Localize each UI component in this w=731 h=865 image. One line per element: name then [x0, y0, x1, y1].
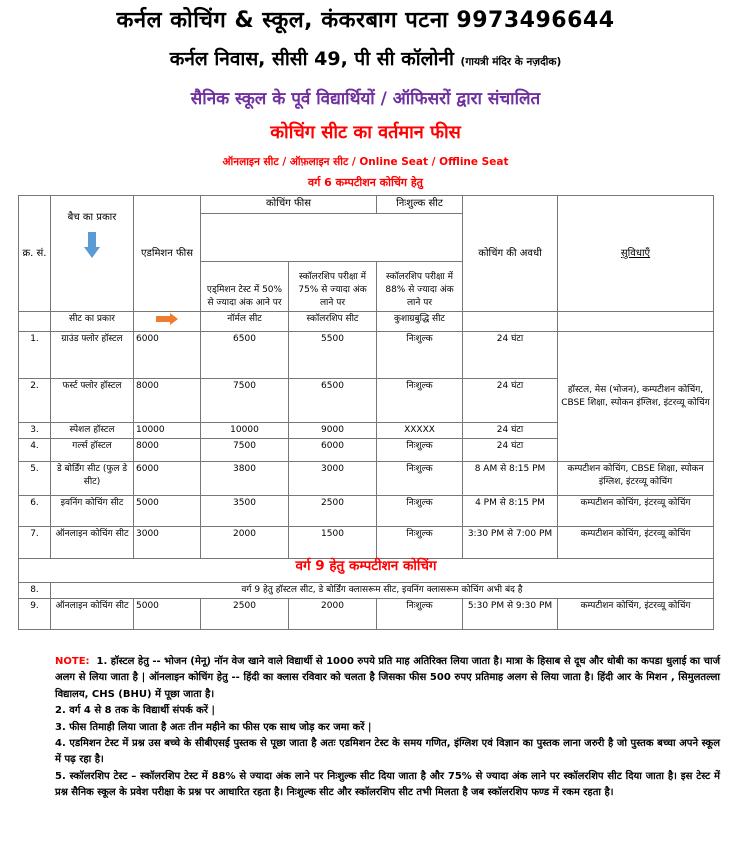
table-row: 2. फर्स्ट फ्लोर हॉस्टल 8000 7500 6500 निःशुल्क 24 घंटा [19, 379, 714, 423]
note-2: 2. वर्ग 4 से 8 तक के विद्यार्थी संपर्क करें | [55, 705, 216, 717]
table-row: 7. ऑनलाइन कोचिंग सीट 3000 2000 1500 निःशुल्क 3:30 PM से 7:00 PM कम्पटीशन कोचिंग, इंटरव्यू कोचिंग [19, 527, 714, 559]
header-batch [51, 196, 134, 312]
note-5: 5. स्कॉलरशिप टेस्ट – स्कॉलरशिप टेस्ट में 88% से ज्यादा अंक लाने पर निःशुल्क सीट दिया जाता है और 75% से ज्यादा अंक लाने पर स्कॉलरशिप सीट दिया जाता है। इस टेस्ट में प्रश्न सैनिक स्कूल के प्रवेश परीक्षा के प्रश्न पर आधारित रहता है। निःशुल्क सीट और स्कॉलरशिप सीट तभी मिलता है जब स्कॉलरशिप फण्ड में रकम रहता है। [55, 770, 720, 799]
seat-type-label: सीट का प्रकार [51, 312, 134, 332]
header-facilities: सुविधाएँ [558, 196, 714, 312]
address-landmark: (गायत्री मंदिर के नज़दीक) [460, 56, 562, 68]
seat-mode-line: ऑनलाइन सीट / ऑफ़लाइन सीट / Online Seat / Offline Seat [222, 156, 509, 168]
fee-heading: कोचिंग सीट का वर्तमान फीस [270, 122, 461, 143]
seat-type-row [19, 312, 714, 332]
table-row: 1. ग्राउंड फ्लोर हॉस्टल 6000 6500 5500 निःशुल्क 24 घंटा हॉस्टल, मेस (भोजन), कम्पटीशन कोचिंग, CBSE शिक्षा, स्पोकन इंग्लिश, इंटरव्यू कोचिंग [19, 332, 714, 379]
address-main: कर्नल निवास, सीसी 49, पी सी कॉलोनी [169, 48, 454, 70]
header-admission: एडमिशन फीस [134, 196, 201, 312]
class6-heading: वर्ग 6 कम्पटीशन कोचिंग हेतु [308, 176, 423, 189]
class9-closed-note: वर्ग 9 हेतु हॉस्टल सीट, डे बोर्डिंग क्लासरूम सीट, इवनिंग क्लासरूम कोचिंग अभी बंद है [51, 583, 714, 599]
header-sn: क्र. सं. [19, 196, 51, 312]
note-1-text: 1. हॉस्टल हेतु -- भोजन (मेनू) नॉन वेज खाने वाले विद्यार्थी से 1000 रुपये प्रति माह अतिरिक्त लिया जाता है। मात्रा के हिसाब से दूध और धोबी का कपडा धुलाई का चार्ज अलग से लिया जाता है | ऑनलाइन कोचिंग हेतु -- हिंदी का क्लास रविवार को चलता है जिसका फीस 500 रुपए प्रतिमाह अलग से लिया जाता है। हिंदी आर के मिशन , सिमुलतल्ला विद्यालय, CHS (BHU) में पूछा जाता है। [55, 656, 721, 700]
class9-heading: वर्ग 9 हेतु कम्पटीशन कोचिंग [19, 559, 714, 583]
table-row: 3. स्पेशल हॉस्टल 10000 10000 9000 XXXXX 24 घंटा [19, 423, 714, 439]
table-row: 6. इवनिंग कोचिंग सीट 5000 3500 2500 निःशुल्क 4 PM से 8:15 PM कम्पटीशन कोचिंग, इंटरव्यू कोचिंग [19, 496, 714, 527]
section-row-class9 [19, 559, 714, 583]
header-duration: कोचिंग की अवधी [463, 196, 558, 312]
note-1 [55, 654, 720, 703]
table-row: 5. डे बोर्डिंग सीट (फुल डे सीट) 6000 3800 3000 निःशुल्क 8 AM से 8:15 PM कम्पटीशन कोचिंग, CBSE शिक्षा, स्पोकन इंग्लिश, इंटरव्यू कोचिंग [19, 462, 714, 496]
table-row: 4. गर्ल्स हॉस्टल 8000 7500 6000 निःशुल्क 24 घंटा [19, 439, 714, 462]
header-scholarship-condition: स्कॉलरशिप परीक्षा में 75% से ज्यादा अंक लाने पर [289, 262, 377, 312]
table-row: 8. वर्ग 9 हेतु हॉस्टल सीट, डे बोर्डिंग क्लासरूम सीट, इवनिंग क्लासरूम कोचिंग अभी बंद है [19, 583, 714, 599]
header-batch-label: बैच का प्रकार [67, 212, 117, 223]
header-free-condition: स्कॉलरशिप परीक्षा में 88% से ज्यादा अंक लाने पर [377, 262, 463, 312]
header-spacer [201, 214, 463, 262]
fee-table [18, 195, 714, 630]
note-4: 4. एडमिशन टेस्ट में प्रश्न उस बच्चे के सीबीएसई पुस्तक से पूछा जाता है अतः एडमिशन टेस्ट के समय गणित, इंग्लिश एवं विज्ञान का पुस्तक लाना जरुरी है जो पुस्तक बच्चा अपने स्कूल में पढ़ रहा है। [55, 738, 720, 766]
arrow-right-icon [134, 312, 201, 332]
normal-seat-label: नॉर्मल सीट [201, 312, 289, 332]
header-free-seat: निःशुल्क सीट [377, 196, 463, 214]
note-3: 3. फीस तिमाही लिया जाता है अतः तीन महीने का फीस एक साथ जोड़ कर जमा करें | [55, 721, 372, 733]
arrow-down-icon [53, 232, 131, 262]
institute-address [0, 45, 731, 71]
scholarship-seat-label: स्कॉलरशिप सीट [289, 312, 377, 332]
header-normal-condition: एड्मिशन टेस्ट में 50% से ज्यादा अंक आने पर [201, 262, 289, 312]
header-row-1 [19, 196, 714, 214]
note-label: NOTE: [55, 656, 90, 667]
kushagra-seat-label: कुशाग्रबुद्धि सीट [377, 312, 463, 332]
institute-title: कर्नल कोचिंग & स्कूल, कंकरबाग पटना 9973496644 [116, 8, 615, 33]
header-coaching-fee: कोचिंग फीस [201, 196, 377, 214]
notes-section [55, 654, 720, 802]
hostel-facilities: हॉस्टल, मेस (भोजन), कम्पटीशन कोचिंग, CBSE शिक्षा, स्पोकन इंग्लिश, इंटरव्यू कोचिंग [558, 332, 714, 462]
tagline: सैनिक स्कूल के पूर्व विद्यार्थियों / ऑफिसरों द्वारा संचालित [190, 89, 541, 109]
table-row: 9. ऑनलाइन कोचिंग सीट 5000 2500 2000 निःशुल्क 5:30 PM से 9:30 PM कम्पटीशन कोचिंग, इंटरव्यू कोचिंग [19, 599, 714, 630]
